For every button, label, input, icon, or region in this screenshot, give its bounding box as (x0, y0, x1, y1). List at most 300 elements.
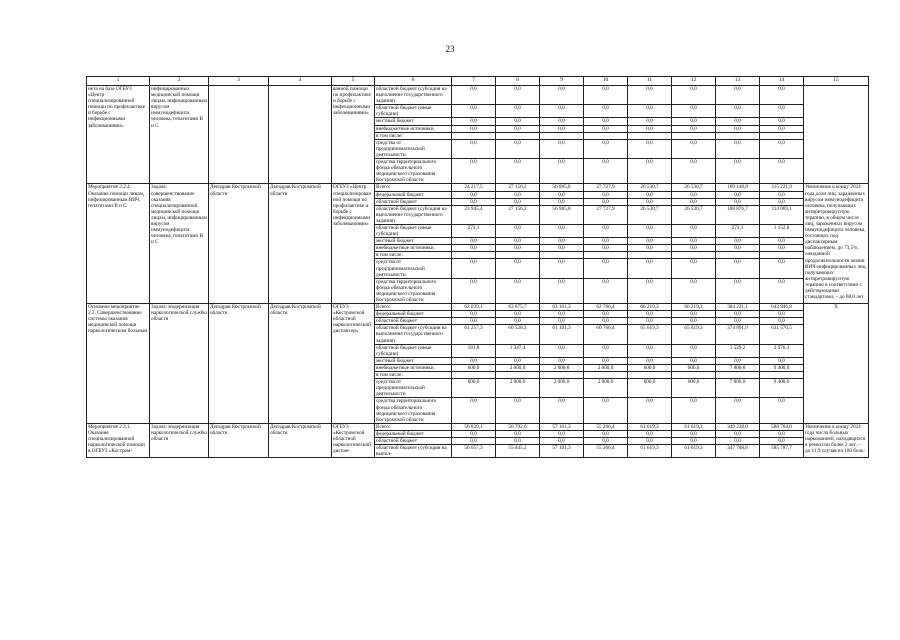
expected-result: Увеличение к концу 2024 года числа больных наркоманией, находящихся в ремиссии более 2 лет, – до 11,9 случая на 100 боль- (804, 423, 869, 457)
column-number: 14 (760, 77, 804, 86)
funding-value: 0,0 (540, 86, 584, 105)
funding-value: 588 764,0 (760, 423, 804, 430)
funding-value: 0,0 (628, 398, 672, 423)
funding-value (628, 132, 672, 139)
funding-value: 0,0 (496, 238, 540, 245)
block-c4: Депздрав Костромской области (269, 184, 332, 304)
funding-value: 0,0 (496, 437, 540, 444)
funding-value: 0,0 (452, 238, 496, 245)
column-number: 15 (804, 77, 869, 86)
funding-value: 0,0 (628, 105, 672, 118)
funding-value: 315 221,9 (760, 184, 804, 191)
funding-value: 26 530,7 (672, 205, 716, 224)
funding-value: 0,0 (540, 357, 584, 364)
funding-source-label: средства территориального фонда обязательного медицинского страхования Костромской области (375, 159, 452, 184)
funding-source-label: областной бюджет (375, 318, 452, 325)
funding-value: 61 619,3 (672, 423, 716, 430)
funding-value: 0,0 (540, 224, 584, 237)
funding-value: 0,0 (540, 198, 584, 205)
block-c1: Мероприятие 2.3.1. Оказание специализированной наркологической помощи в ОГБУЗ «Костром- (87, 423, 150, 457)
funding-value: 0,0 (540, 259, 584, 278)
funding-value: 600,0 (628, 379, 672, 398)
funding-value: 0,0 (584, 105, 628, 118)
block-c5: ОГБУЗ «Центр специализированной помощи по профилактике и борьбе с инфекционными заболеваниями» (332, 184, 375, 304)
funding-value: 0,0 (760, 118, 804, 125)
funding-value: 0,0 (672, 105, 716, 118)
funding-value: 0,0 (760, 311, 804, 318)
funding-source-label: федеральный бюджет (375, 311, 452, 318)
funding-value: 0,0 (496, 357, 540, 364)
funding-value: 2 000,0 (540, 379, 584, 398)
block-c2: Задача: модернизация наркологической службы области (150, 304, 209, 424)
funding-value: 61 619,3 (628, 423, 672, 430)
funding-value: 0,0 (496, 398, 540, 423)
funding-value: 0,0 (452, 105, 496, 118)
funding-value: 0,0 (584, 238, 628, 245)
block-c4: Депздрав Костромской области (269, 304, 332, 424)
funding-value: 0,0 (628, 238, 672, 245)
funding-source-label: в том числе: (375, 372, 452, 379)
block-c3: Депздрав Костромской области (209, 184, 269, 304)
funding-value: 27 727,9 (584, 184, 628, 191)
expected-result: Увеличение к концу 2024 года доли лиц, зараженных вирусом иммунодефицита человека, получающих антиретровирусную терапию, в общем числе лиц, зараженных вирусом иммунодефицита человека, состоящих под диспансерным наблюдением, до 73,5%, ожидаемой продолжительности жизни ВИЧ-инфицированных лиц, получающих антиретровирусную терапию в соответствии с действующими стандартами, – до 68,0 лет (804, 184, 869, 304)
funding-value: 1 529,2 (716, 344, 760, 357)
funding-value: 600,0 (628, 364, 672, 371)
funding-value: 0,0 (452, 430, 496, 437)
column-number: 10 (584, 77, 628, 86)
funding-value: 60 766,4 (584, 325, 628, 344)
funding-value: 0,0 (760, 430, 804, 437)
funding-source-label: средства от предпринимательской деятельности (375, 139, 452, 158)
funding-value (716, 252, 760, 259)
funding-source-label: внебюджетные источники, (375, 364, 452, 371)
funding-source-label: федеральный бюджет (375, 191, 452, 198)
funding-value: 0,0 (716, 198, 760, 205)
budget-row (87, 184, 869, 191)
funding-value: 349 238,0 (716, 423, 760, 430)
funding-source-label: средства территориального фонда обязательного медицинского страхования Костромской области (375, 278, 452, 303)
budget-row (87, 423, 869, 430)
funding-value: 2 000,0 (584, 379, 628, 398)
funding-value (452, 132, 496, 139)
funding-value: 0,0 (584, 198, 628, 205)
funding-value: 0,0 (496, 105, 540, 118)
funding-value: 0,0 (452, 159, 496, 184)
funding-value: 0,0 (672, 86, 716, 105)
funding-source-label: Всего: (375, 184, 452, 191)
funding-value: 0,0 (540, 238, 584, 245)
funding-value (672, 132, 716, 139)
funding-value: 0,0 (540, 430, 584, 437)
funding-value: 0,0 (496, 245, 540, 252)
funding-value: 0,0 (584, 344, 628, 357)
funding-value: 0,0 (540, 159, 584, 184)
block-c3 (209, 86, 269, 184)
funding-source-label: Всего: (375, 423, 452, 430)
funding-value: 0,0 (628, 344, 672, 357)
funding-value: 63 101,3 (540, 304, 584, 311)
funding-source-label: местный бюджет (375, 238, 452, 245)
funding-source-label: в том числе: (375, 252, 452, 259)
block-c1: Основное мероприятие 2.3. Совершенствование системы оказания медицинской помощи наркологическим больным (87, 304, 150, 424)
funding-source-label: Всего: (375, 304, 452, 311)
funding-value: 0,0 (672, 259, 716, 278)
funding-value: 0,0 (496, 191, 540, 198)
funding-value: 56 839,1 (452, 423, 496, 430)
funding-value (540, 132, 584, 139)
funding-value: 1 347,4 (496, 344, 540, 357)
funding-value: 0,0 (452, 318, 496, 325)
funding-source-label: областной бюджет (субсидия на выполнение государственного задания) (375, 86, 452, 105)
block-c3: Депздрав Костромской области (209, 304, 269, 424)
funding-value: 0,0 (716, 318, 760, 325)
funding-value: 0,0 (496, 430, 540, 437)
funding-value: 0,0 (496, 318, 540, 325)
funding-value: 62 766,4 (584, 304, 628, 311)
funding-value: 0,0 (628, 191, 672, 198)
funding-value (540, 252, 584, 259)
funding-value: 0,0 (452, 191, 496, 198)
funding-value: 0,0 (584, 278, 628, 303)
funding-value: 9 400,0 (760, 379, 804, 398)
funding-value: 63 875,7 (496, 304, 540, 311)
funding-value: 181,8 (452, 344, 496, 357)
funding-value: 0,0 (628, 278, 672, 303)
funding-value: 0,0 (584, 86, 628, 105)
funding-value: 0,0 (584, 357, 628, 364)
funding-value: 0,0 (716, 238, 760, 245)
block-c4 (269, 86, 332, 184)
funding-value: 0,0 (628, 159, 672, 184)
funding-value: 0,0 (584, 125, 628, 132)
funding-source-label: местный бюджет (375, 357, 452, 364)
column-number: 3 (209, 77, 269, 86)
column-number: 12 (672, 77, 716, 86)
column-number: 11 (628, 77, 672, 86)
funding-value: 23 945,4 (452, 205, 496, 224)
funding-value: 0,0 (760, 198, 804, 205)
funding-value: 0,0 (716, 118, 760, 125)
funding-value: 0,0 (716, 191, 760, 198)
funding-value: 56 657,3 (452, 445, 496, 458)
funding-value: 384 221,1 (716, 304, 760, 311)
funding-value: 585 787,7 (760, 445, 804, 458)
funding-value: 0,0 (628, 118, 672, 125)
funding-value (496, 372, 540, 379)
block-c5: ОГБУЗ «Костромской областной наркологический диспан- (332, 423, 375, 457)
funding-value: 66 219,3 (628, 304, 672, 311)
funding-value (584, 252, 628, 259)
block-c5: ванной помощи по профилактике и борьбе с инфекционными заболеваниями» (332, 86, 375, 184)
funding-source-label: областной бюджет (иные субсидии) (375, 105, 452, 118)
funding-value: 0,0 (760, 259, 804, 278)
funding-value: 0,0 (496, 159, 540, 184)
funding-value: 0,0 (584, 430, 628, 437)
funding-source-label: внебюджетные источники, (375, 125, 452, 132)
funding-value: 0,0 (496, 198, 540, 205)
funding-value: 0,0 (716, 125, 760, 132)
funding-value: 0,0 (584, 318, 628, 325)
funding-value: 0,0 (760, 245, 804, 252)
funding-value: 0,0 (496, 278, 540, 303)
funding-value: 0,0 (540, 311, 584, 318)
block-c2: Задача: совершенствование оказания специализированной медицинской помощи лицам, инфицированным вирусом иммунодефицита человека, гепатитами В и С (150, 184, 209, 304)
funding-value: 57 101,3 (540, 423, 584, 430)
funding-value: 0,0 (540, 344, 584, 357)
funding-value: 55 266,4 (584, 423, 628, 430)
funding-value (584, 372, 628, 379)
funding-value: 0,0 (496, 118, 540, 125)
funding-value: 0,0 (584, 259, 628, 278)
funding-value: 26 530,7 (672, 184, 716, 191)
funding-value: 0,0 (628, 139, 672, 158)
funding-value: 0,0 (672, 318, 716, 325)
funding-value: 0,0 (672, 191, 716, 198)
funding-value: 631 570,5 (760, 325, 804, 344)
expected-result (804, 86, 869, 184)
funding-value: 643 946,8 (760, 304, 804, 311)
funding-value: 0,0 (672, 125, 716, 132)
funding-value: 0,0 (672, 344, 716, 357)
funding-value: 0,0 (760, 398, 804, 423)
budget-row (87, 86, 869, 105)
column-number: 4 (269, 77, 332, 86)
funding-value: 600,0 (452, 379, 496, 398)
funding-value: 0,0 (496, 139, 540, 158)
funding-value: 0,0 (452, 139, 496, 158)
column-number: 5 (332, 77, 375, 86)
funding-value: 0,0 (452, 245, 496, 252)
funding-value: 0,0 (540, 398, 584, 423)
funding-value (584, 132, 628, 139)
funding-value (672, 252, 716, 259)
funding-value: 61 619,3 (672, 445, 716, 458)
funding-value: 0,0 (452, 125, 496, 132)
funding-value (628, 372, 672, 379)
funding-value: 0,0 (452, 259, 496, 278)
funding-value: 0,0 (628, 357, 672, 364)
budget-table (86, 76, 869, 458)
funding-value: 0,0 (584, 398, 628, 423)
funding-value: 0,0 (760, 139, 804, 158)
funding-value: 65 619,3 (672, 325, 716, 344)
funding-value: 0,0 (540, 125, 584, 132)
column-number: 13 (716, 77, 760, 86)
funding-value: 55 445,2 (496, 445, 540, 458)
funding-value: 0,0 (716, 259, 760, 278)
funding-source-label: федеральный бюджет (375, 430, 452, 437)
funding-value: 0,0 (584, 159, 628, 184)
funding-source-label: местный бюджет (375, 118, 452, 125)
funding-source-label: средства от предпринимательской деятельности (375, 259, 452, 278)
funding-value: 0,0 (716, 86, 760, 105)
block-c1: Мероприятие 2.2.4. Оказание помощи лицам, инфицированным ВИЧ, гепатитами В и С (87, 184, 150, 304)
funding-value: 272,1 (452, 224, 496, 237)
funding-value: 55 266,4 (584, 445, 628, 458)
funding-value (628, 252, 672, 259)
funding-value: 0,0 (452, 357, 496, 364)
funding-value: 0,0 (496, 125, 540, 132)
funding-source-label: областной бюджет (375, 198, 452, 205)
funding-value: 347 708,8 (716, 445, 760, 458)
funding-value: 0,0 (716, 278, 760, 303)
funding-value: 62 039,1 (452, 304, 496, 311)
block-c4: Депздрав Костромской области (269, 423, 332, 457)
funding-value: 0,0 (760, 125, 804, 132)
funding-value: 0,0 (452, 311, 496, 318)
funding-source-label: областной бюджет (иные субсидии) (375, 344, 452, 357)
funding-value: 26 530,7 (628, 184, 672, 191)
funding-value: 0,0 (540, 437, 584, 444)
funding-value: 0,0 (716, 357, 760, 364)
funding-value: 0,0 (584, 118, 628, 125)
funding-value: 188 876,7 (716, 205, 760, 224)
funding-value: 2 000,0 (540, 364, 584, 371)
funding-value: 0,0 (672, 245, 716, 252)
funding-value: 2 976,3 (760, 344, 804, 357)
funding-value: 7 800,0 (716, 364, 760, 371)
funding-value: 0,0 (540, 318, 584, 325)
funding-value: 61 101,3 (540, 325, 584, 344)
funding-value: 27 156,2 (496, 184, 540, 191)
funding-value: 600,0 (452, 364, 496, 371)
column-number-row (87, 77, 869, 86)
funding-value: 0,0 (672, 238, 716, 245)
page-number: 23 (445, 44, 455, 54)
funding-source-label: областной бюджет (375, 437, 452, 444)
funding-value: 60 528,3 (496, 325, 540, 344)
funding-value: 0,0 (760, 159, 804, 184)
funding-value: 0,0 (496, 311, 540, 318)
funding-value: 0,0 (716, 311, 760, 318)
funding-value: 2 000,0 (496, 364, 540, 371)
funding-value: 0,0 (672, 278, 716, 303)
funding-value: 0,0 (716, 430, 760, 437)
funding-value: 0,0 (672, 398, 716, 423)
funding-value: 0,0 (540, 139, 584, 158)
funding-value: 0,0 (496, 259, 540, 278)
funding-value: 0,0 (628, 125, 672, 132)
funding-value: 0,0 (672, 224, 716, 237)
funding-value: 0,0 (540, 278, 584, 303)
budget-row (87, 304, 869, 311)
funding-value: 0,0 (540, 118, 584, 125)
funding-value: 272,1 (716, 224, 760, 237)
funding-source-label: средства территориального фонда обязательного медицинского страхования Костромской области (375, 398, 452, 423)
funding-value: 56 985,8 (540, 184, 584, 191)
column-number: 1 (87, 77, 150, 86)
funding-value: 27 156,2 (496, 205, 540, 224)
funding-value: 0,0 (760, 357, 804, 364)
funding-value: 0,0 (452, 198, 496, 205)
funding-value: 0,0 (716, 437, 760, 444)
funding-value: 0,0 (452, 398, 496, 423)
funding-value: 61 619,3 (628, 445, 672, 458)
funding-value: 7 800,0 (716, 379, 760, 398)
funding-value: 24 217,5 (452, 184, 496, 191)
column-number: 6 (375, 77, 452, 86)
funding-value: 26 530,7 (628, 205, 672, 224)
funding-value: 61 257,3 (452, 325, 496, 344)
funding-value: 0,0 (584, 311, 628, 318)
funding-value: 0,0 (628, 224, 672, 237)
funding-value: 0,0 (760, 278, 804, 303)
funding-value: 0,0 (672, 437, 716, 444)
funding-value: 0,0 (628, 430, 672, 437)
funding-value: 0,0 (716, 139, 760, 158)
funding-value: 0,0 (760, 437, 804, 444)
funding-value: 0,0 (452, 118, 496, 125)
funding-value: 0,0 (584, 245, 628, 252)
column-number: 8 (496, 77, 540, 86)
block-c2: инфицированных медицинской помощи лицам, инфицированным вирусом иммунодефицита человека, гепатитами В и С (150, 86, 209, 184)
funding-value: 0,0 (452, 437, 496, 444)
funding-value: 189 148,8 (716, 184, 760, 191)
funding-value: 600,0 (672, 379, 716, 398)
column-number: 7 (452, 77, 496, 86)
funding-value (672, 372, 716, 379)
funding-value (716, 132, 760, 139)
funding-value: 0,0 (452, 86, 496, 105)
funding-value: 0,0 (672, 430, 716, 437)
budget-table-container (86, 76, 869, 458)
funding-value: 0,0 (672, 198, 716, 205)
funding-value: 56 985,8 (540, 205, 584, 224)
funding-source-label: средства от предпринимательской деятельности (375, 379, 452, 398)
funding-value: 0,0 (628, 318, 672, 325)
funding-value: 1 152,8 (760, 224, 804, 237)
funding-value: 65 619,3 (628, 325, 672, 344)
expected-result: Х (804, 304, 869, 424)
block-c2: Задача: модернизация наркологической службы области (150, 423, 209, 457)
funding-source-label: областной бюджет (субсидия на выпол- (375, 445, 452, 458)
funding-value: 0,0 (628, 311, 672, 318)
funding-value: 0,0 (760, 318, 804, 325)
funding-value: 0,0 (628, 245, 672, 252)
funding-value: 0,0 (716, 159, 760, 184)
funding-value (760, 132, 804, 139)
funding-value: 0,0 (760, 105, 804, 118)
block-c3: Депздрав Костромской области (209, 423, 269, 457)
funding-value: 0,0 (540, 191, 584, 198)
funding-value: 0,0 (628, 86, 672, 105)
funding-value: 2 000,0 (496, 379, 540, 398)
funding-value (540, 372, 584, 379)
column-number: 2 (150, 77, 209, 86)
funding-value: 66 219,3 (672, 304, 716, 311)
funding-value: 0,0 (628, 437, 672, 444)
funding-value: 0,0 (760, 86, 804, 105)
funding-value: 27 727,9 (584, 205, 628, 224)
funding-value (760, 372, 804, 379)
funding-value (716, 372, 760, 379)
funding-value: 0,0 (584, 139, 628, 158)
funding-source-label: в том числе: (375, 132, 452, 139)
funding-value: 0,0 (716, 245, 760, 252)
funding-value: 0,0 (716, 105, 760, 118)
funding-value: 0,0 (760, 238, 804, 245)
funding-value: 0,0 (760, 191, 804, 198)
funding-value (496, 132, 540, 139)
funding-value: 0,0 (672, 357, 716, 364)
funding-value: 0,0 (584, 224, 628, 237)
funding-value: 600,0 (672, 364, 716, 371)
funding-value: 9 400,0 (760, 364, 804, 371)
funding-value: 57 101,3 (540, 445, 584, 458)
funding-value: 0,0 (672, 139, 716, 158)
funding-value: 0,0 (540, 245, 584, 252)
block-c5: ОГБУЗ «Костромской областной наркологический диспансер» (332, 304, 375, 424)
